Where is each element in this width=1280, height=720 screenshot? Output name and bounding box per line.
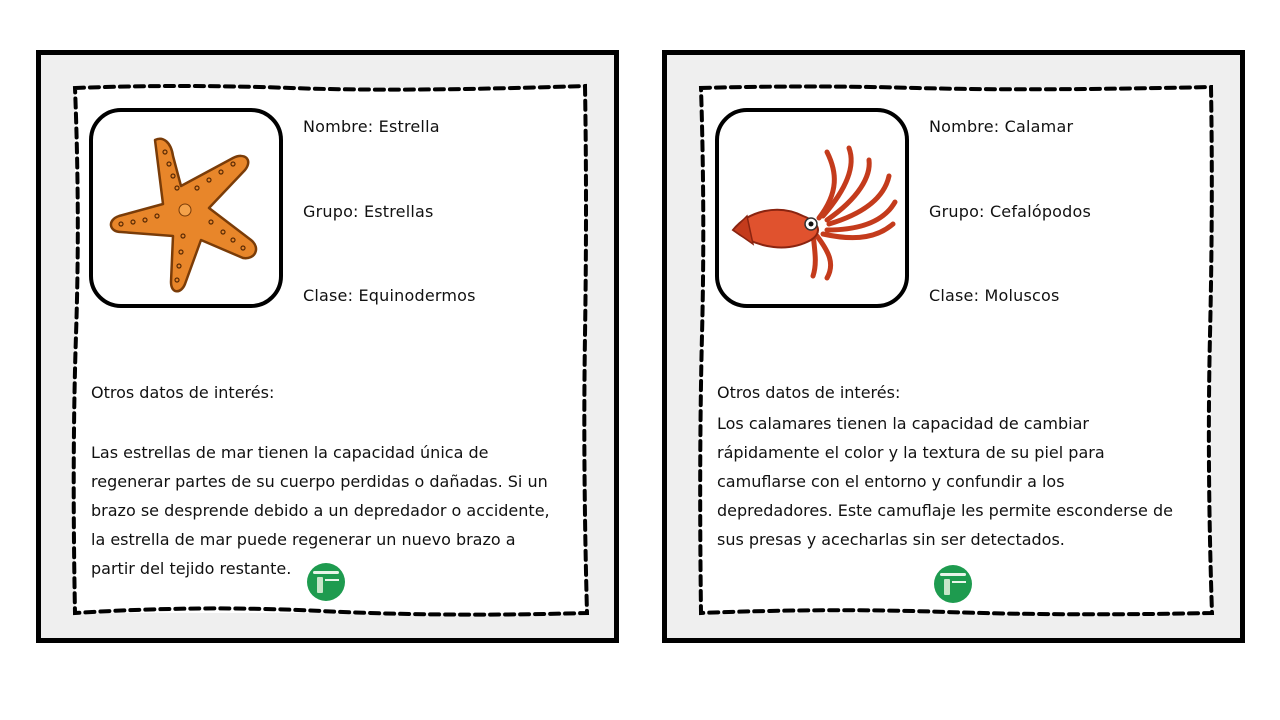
species-name: Nombre: Estrella — [303, 117, 440, 136]
species-card-starfish — [36, 50, 619, 643]
other-facts-title: Otros datos de interés: — [717, 383, 901, 402]
squid-image-frame — [715, 108, 909, 308]
species-class: Clase: Equinodermos — [303, 286, 476, 305]
species-group: Grupo: Cefalópodos — [929, 202, 1092, 221]
species-name: Nombre: Calamar — [929, 117, 1074, 136]
species-card-squid — [662, 50, 1245, 643]
species-group: Grupo: Estrellas — [303, 202, 434, 221]
squid-icon — [719, 112, 905, 304]
other-facts-title: Otros datos de interés: — [91, 383, 275, 402]
species-class: Clase: Moluscos — [929, 286, 1060, 305]
description-text: Los calamares tienen la capacidad de cambiar rápidamente el color y la textura de su piel para camuflarse con el entorno y confundir a los depredadores. Este camuflaje les permite esconderse de sus presas y acecharlas sin ser detectados. — [717, 414, 1173, 549]
brand-logo-icon — [307, 563, 345, 601]
description-text: Las estrellas de mar tienen la capacidad única de regenerar partes de su cuerpo perdidas o dañadas. Si un brazo se desprende debido a un depredador o accidente, la estrella de mar puede regenerar un nuevo brazo a partir del tejido restante. — [91, 443, 550, 578]
starfish-image-frame — [89, 108, 283, 308]
starfish-icon — [93, 112, 279, 304]
brand-logo-icon — [934, 565, 972, 603]
